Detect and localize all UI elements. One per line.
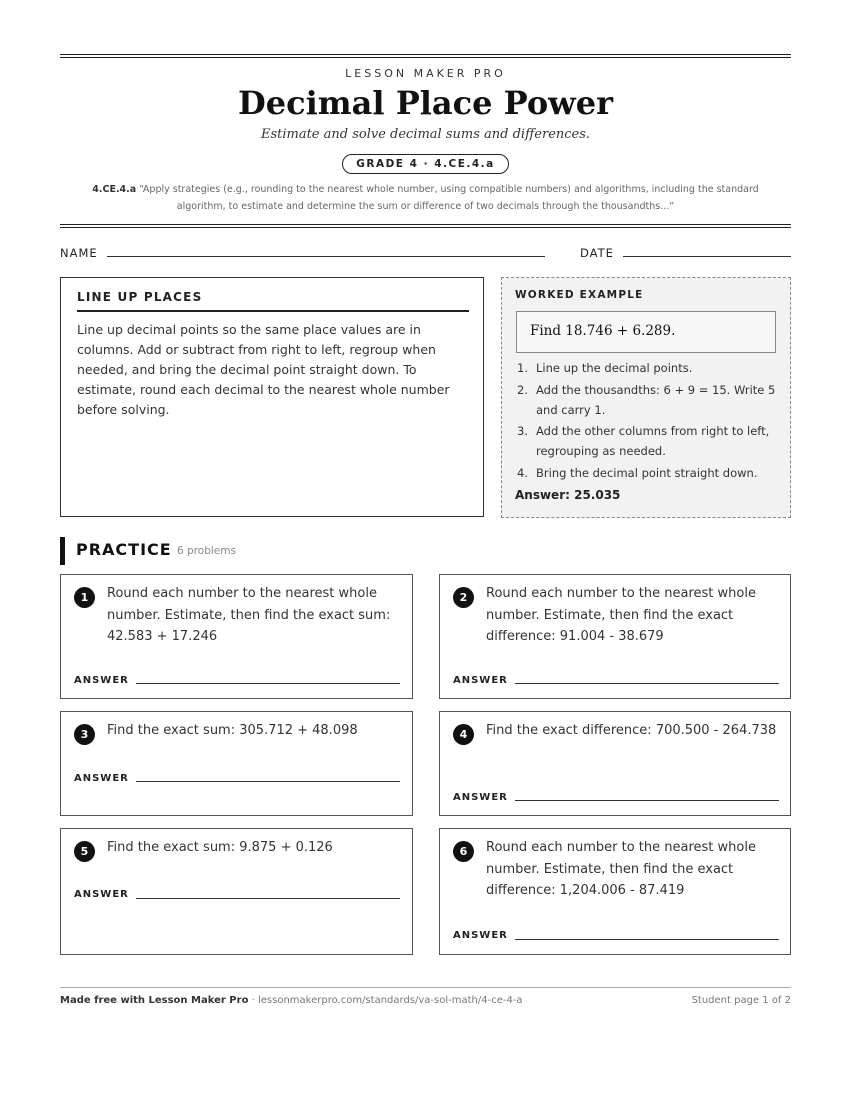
worked-example-heading: WORKED EXAMPLE xyxy=(515,289,644,301)
footer-rule xyxy=(60,987,791,988)
worked-example-steps xyxy=(515,358,787,484)
step-number: 4. xyxy=(517,465,528,480)
worked-step xyxy=(515,358,787,378)
problem-card-5 xyxy=(60,828,413,955)
problem-card-2 xyxy=(439,574,791,699)
worked-example-answer: Answer: 25.035 xyxy=(515,488,621,502)
step-text: Add the other columns from right to left, regrouping as needed. xyxy=(536,424,770,458)
problem-number-badge: 5 xyxy=(74,841,95,862)
header-rule-bottom xyxy=(60,224,791,225)
step-number: 1. xyxy=(517,361,528,375)
worked-example-box xyxy=(501,277,791,518)
worked-step xyxy=(515,463,787,483)
problem-number-badge: 3 xyxy=(74,724,95,745)
worked-step xyxy=(515,380,787,420)
problem-text: Round each number to the nearest whole number. Estimate, then find the exact difference: 91.004 - 38.679 xyxy=(486,586,756,644)
problem-card-6 xyxy=(439,828,791,955)
problem-number-badge: 1 xyxy=(74,587,95,608)
answer-label: ANSWER xyxy=(74,675,129,686)
practice-accent-bar xyxy=(60,537,65,565)
page-title: Decimal Place Power xyxy=(238,84,613,122)
name-field[interactable] xyxy=(107,256,545,257)
page-subtitle: Estimate and solve decimal sums and differences. xyxy=(260,127,591,142)
answer-field[interactable] xyxy=(515,939,779,940)
standard-text: “Apply strategies (e.g., rounding to the nearest whole number, using compatible numbers) and algorithms, including the standard algorithm, to estimate and determine the sum or difference of two decimals through the thousandths...” xyxy=(139,184,759,212)
date-label: DATE xyxy=(580,246,614,260)
header-rule-top xyxy=(60,54,791,55)
grade-badge-wrap xyxy=(60,152,791,174)
problem-text: Find the exact sum: 9.875 + 0.126 xyxy=(107,840,333,855)
line-up-places-box xyxy=(60,277,484,517)
answer-label: ANSWER xyxy=(74,773,129,784)
answer-label: ANSWER xyxy=(453,792,508,803)
worked-example-problem: Find 18.746 + 6.289. xyxy=(516,311,776,353)
problem-card-3 xyxy=(60,711,413,816)
name-label: NAME xyxy=(60,246,98,260)
step-text: Line up the decimal points. xyxy=(536,361,693,375)
line-up-body: Line up decimal points so the same place values are in columns. Add or subtract from right to left, regroup when needed, and bring the decimal point straight down. To estimate, round each decimal to the nearest whole number before solving. xyxy=(77,322,450,417)
problem-number-badge: 6 xyxy=(453,841,474,862)
standard-code: 4.CE.4.a xyxy=(92,184,137,195)
standard-description xyxy=(70,181,781,215)
answer-field[interactable] xyxy=(136,898,400,899)
step-text: Add the thousandths: 6 + 9 = 15. Write 5 and carry 1. xyxy=(536,382,776,417)
step-text: Bring the decimal point straight down. xyxy=(536,465,758,480)
footer-credit xyxy=(60,995,523,1006)
header-rule-bottom-inner xyxy=(60,227,791,228)
problem-number-badge: 4 xyxy=(453,724,474,745)
step-number: 3. xyxy=(517,424,528,438)
problem-text: Find the exact sum: 305.712 + 48.098 xyxy=(107,723,358,738)
problem-text: Round each number to the nearest whole number. Estimate, then find the exact sum: 42.583 + 17.246 xyxy=(107,586,391,644)
practice-title: PRACTICE xyxy=(76,540,172,559)
problem-card-1 xyxy=(60,574,413,699)
answer-field[interactable] xyxy=(515,683,779,684)
step-number: 2. xyxy=(517,382,528,397)
footer-page-number: Student page 1 of 2 xyxy=(691,995,791,1006)
problem-text: Find the exact difference: 700.500 - 264.738 xyxy=(486,723,777,738)
brand-name: LESSON MAKER PRO xyxy=(345,67,506,80)
problem-card-4 xyxy=(439,711,791,816)
problem-text: Round each number to the nearest whole number. Estimate, then find the exact difference: 1,204.006 - 87.419 xyxy=(486,840,756,898)
line-up-heading: LINE UP PLACES xyxy=(77,290,469,312)
worked-step xyxy=(515,421,787,461)
answer-label: ANSWER xyxy=(74,889,129,900)
footer-made-with: Made free with Lesson Maker Pro xyxy=(60,995,249,1006)
grade-badge: GRADE 4 · 4.CE.4.a xyxy=(342,154,509,174)
answer-field[interactable] xyxy=(136,781,400,782)
answer-label: ANSWER xyxy=(453,675,508,686)
problem-number-badge: 2 xyxy=(453,587,474,608)
answer-field[interactable] xyxy=(515,800,779,801)
answer-label: ANSWER xyxy=(453,930,508,941)
header-rule-top-inner xyxy=(60,57,791,58)
date-field[interactable] xyxy=(623,256,791,257)
answer-field[interactable] xyxy=(136,683,400,684)
footer-url[interactable]: · lessonmakerpro.com/standards/va-sol-math/4-ce-4-a xyxy=(248,995,523,1006)
practice-count: 6 problems xyxy=(177,545,236,557)
